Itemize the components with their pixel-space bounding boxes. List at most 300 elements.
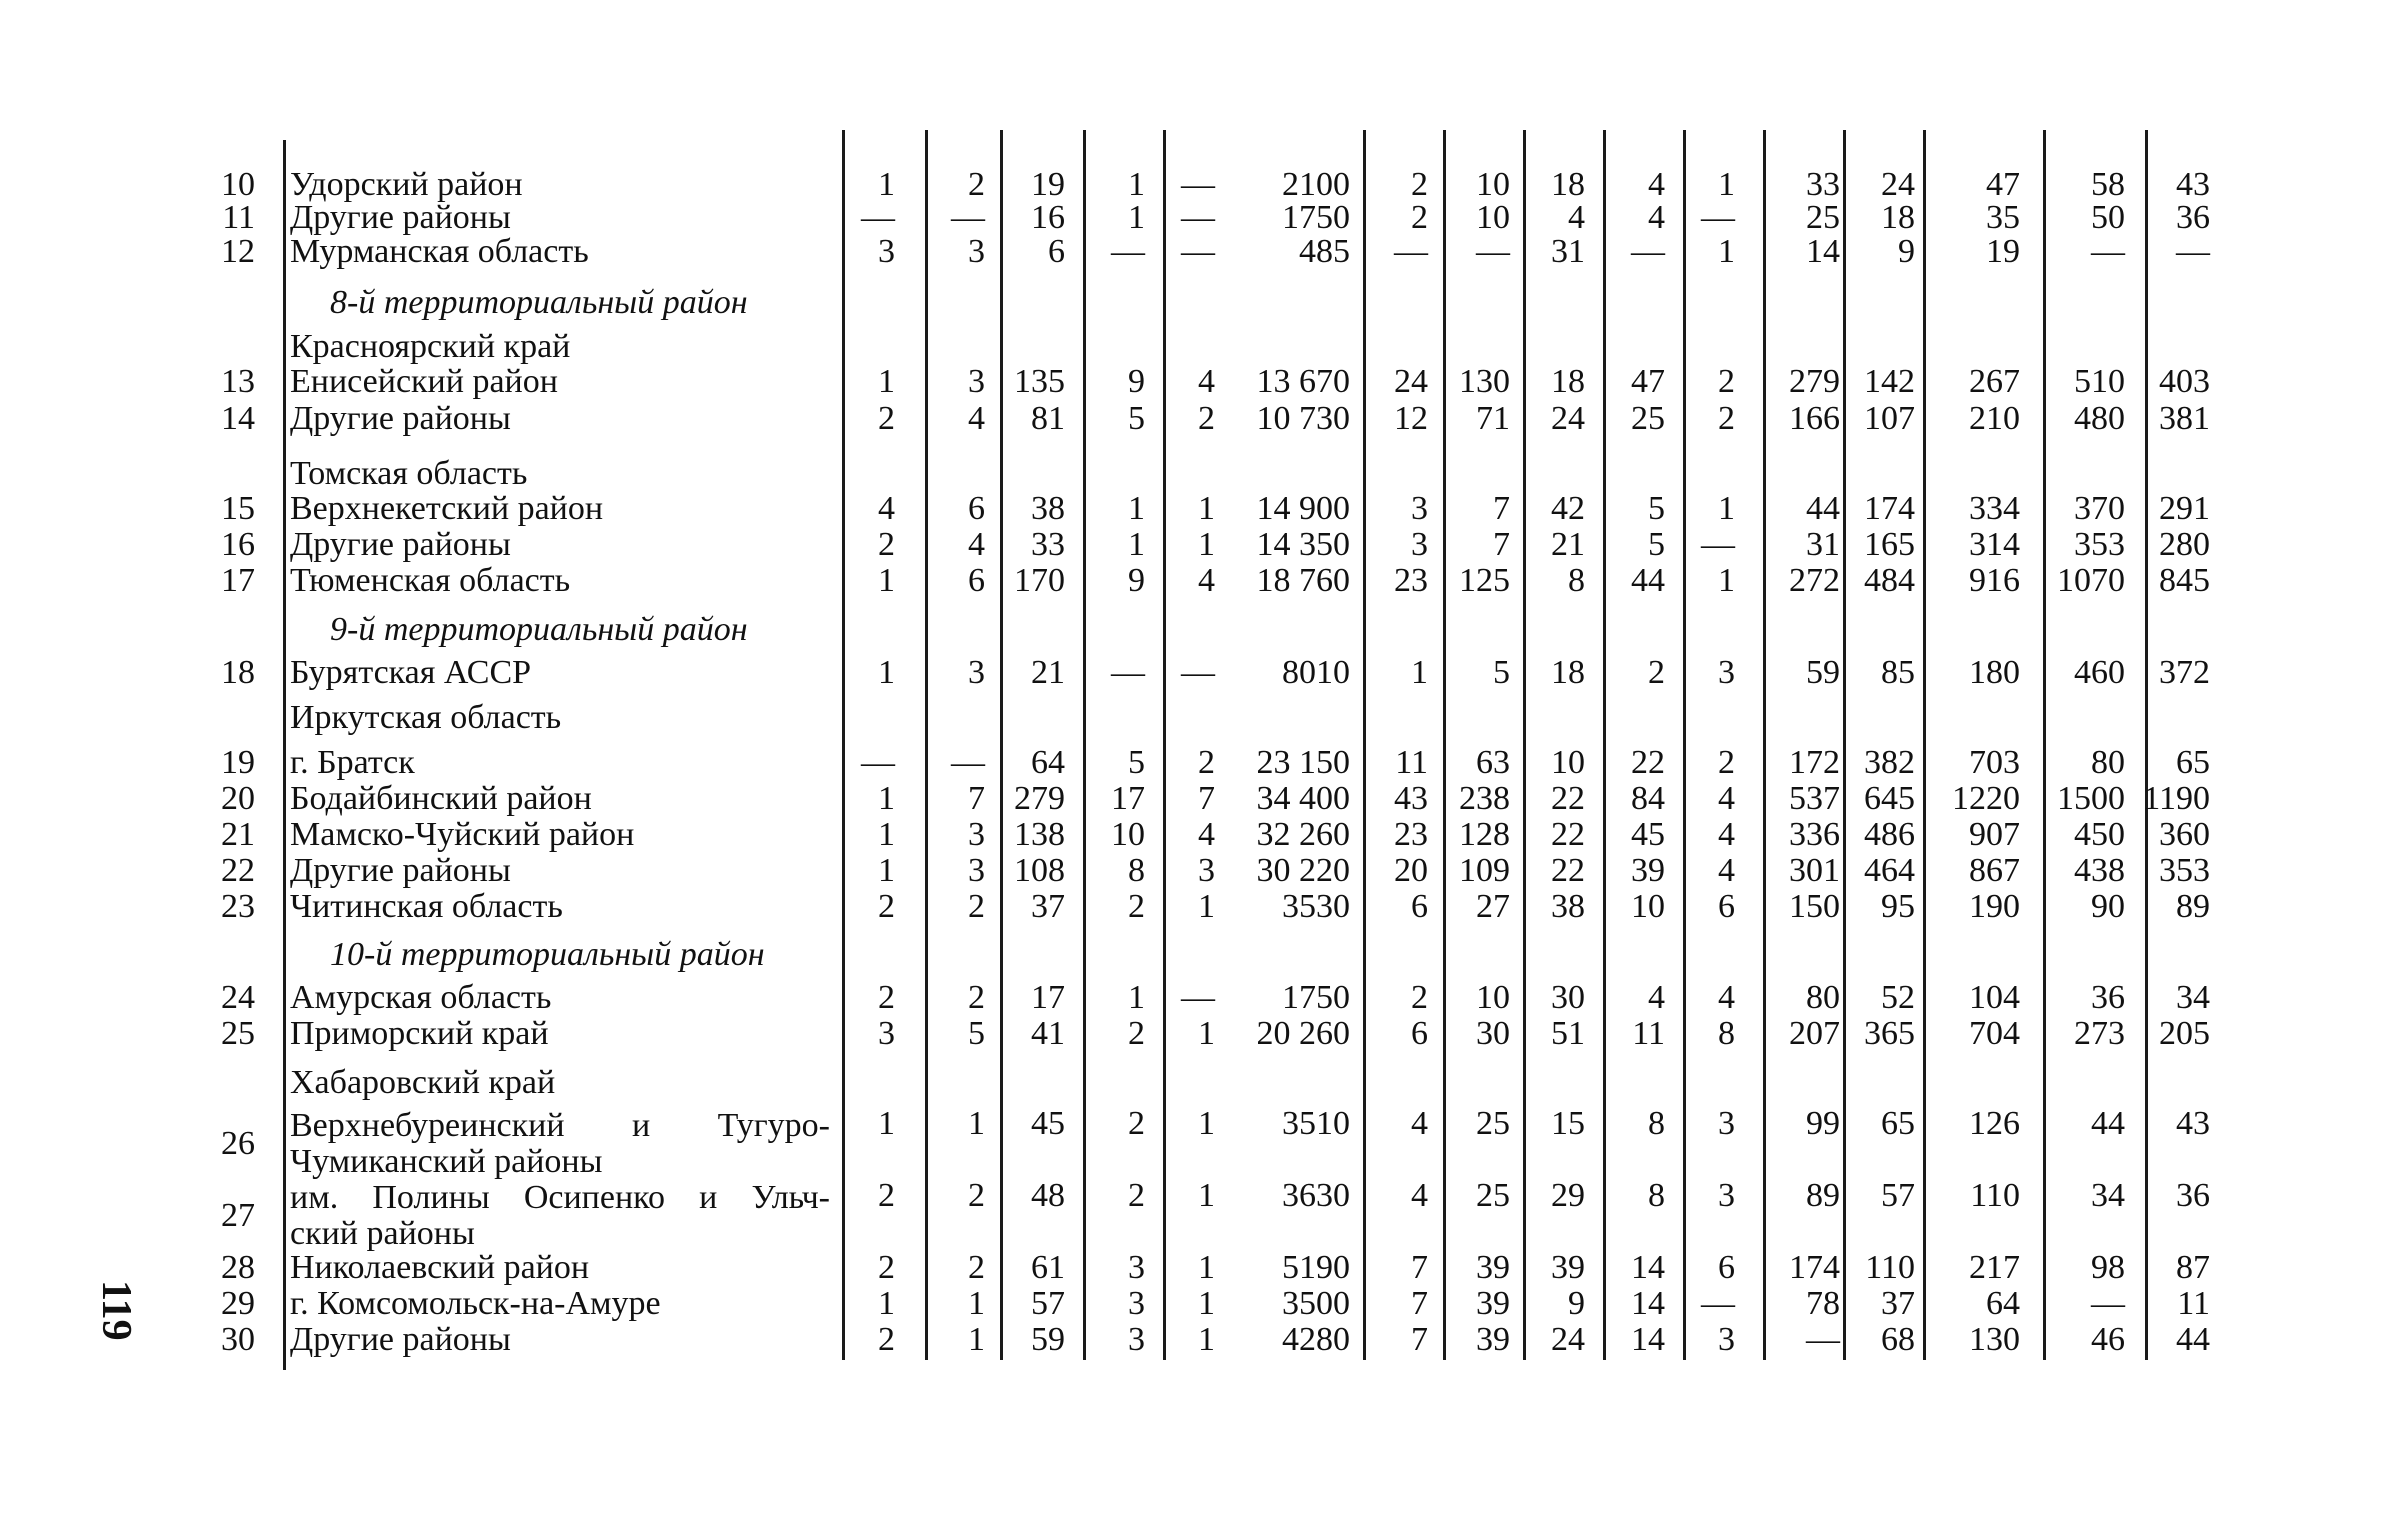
table-cell: 84 <box>1631 780 1665 817</box>
table-cell: 484 <box>1864 562 1915 599</box>
table-cell: 80 <box>1806 979 1840 1016</box>
row-name: Удорский район <box>290 166 523 203</box>
table-cell: 36 <box>2091 979 2125 1016</box>
table-cell: 39 <box>1476 1285 1510 1322</box>
table-cell: 46 <box>2091 1321 2125 1358</box>
table-cell: 24 <box>1394 363 1428 400</box>
row-name: Другие районы <box>290 400 511 437</box>
row-number: 27 <box>221 1197 255 1234</box>
table-cell: 6 <box>1718 1249 1735 1286</box>
table-cell: 7 <box>1411 1249 1428 1286</box>
table-cell: 3 <box>878 1015 895 1052</box>
page-number: 119 <box>93 1280 139 1341</box>
table-cell: 34 <box>2091 1177 2125 1214</box>
table-cell: 80 <box>2091 744 2125 781</box>
row-number: 29 <box>221 1285 255 1322</box>
row-number: 20 <box>221 780 255 817</box>
table-cell: 57 <box>1031 1285 1065 1322</box>
table-cell: 4 <box>1718 979 1735 1016</box>
table-cell: 48 <box>1031 1177 1065 1214</box>
table-cell: 7 <box>968 780 985 817</box>
row-name: Другие районы <box>290 526 511 563</box>
table-cell: 6 <box>968 490 985 527</box>
table-cell: 39 <box>1551 1249 1585 1286</box>
table-cell: 3 <box>1718 1105 1735 1142</box>
table-cell: 3 <box>968 363 985 400</box>
column-rule <box>283 140 286 1370</box>
table-cell: 381 <box>2159 400 2210 437</box>
table-cell: 1 <box>878 562 895 599</box>
table-cell: 1 <box>968 1321 985 1358</box>
table-cell: 4 <box>1198 816 1215 853</box>
table-cell: 21 <box>1551 526 1585 563</box>
row-number: 11 <box>222 199 255 236</box>
table-cell: — <box>1394 233 1428 270</box>
table-cell: 1 <box>878 1105 895 1142</box>
group-label: Иркутская область <box>290 699 562 736</box>
table-cell: 5190 <box>1282 1249 1350 1286</box>
table-cell: 7 <box>1411 1321 1428 1358</box>
table-cell: 5 <box>1128 744 1145 781</box>
row-number: 28 <box>221 1249 255 1286</box>
table-cell: 34 <box>2176 979 2210 1016</box>
table-cell: 18 <box>1551 363 1585 400</box>
table-cell: 57 <box>1881 1177 1915 1214</box>
table-cell: 3 <box>1411 526 1428 563</box>
table-cell: 6 <box>1048 233 1065 270</box>
table-cell: 207 <box>1789 1015 1840 1052</box>
table-cell: 25 <box>1806 199 1840 236</box>
table-cell: 4 <box>1648 166 1665 203</box>
table-cell: 1 <box>878 363 895 400</box>
table-cell: 1750 <box>1282 979 1350 1016</box>
table-cell: 1 <box>878 816 895 853</box>
table-cell: 9 <box>1568 1285 1585 1322</box>
table-cell: 98 <box>2091 1249 2125 1286</box>
table-cell: 3 <box>968 816 985 853</box>
row-number: 19 <box>221 744 255 781</box>
table-cell: 128 <box>1459 816 1510 853</box>
table-cell: — <box>1111 233 1145 270</box>
table-cell: 11 <box>1395 744 1428 781</box>
table-cell: 2 <box>1128 888 1145 925</box>
table-cell: — <box>2091 233 2125 270</box>
table-cell: 22 <box>1551 780 1585 817</box>
table-cell: 109 <box>1459 852 1510 889</box>
table-cell: 108 <box>1014 852 1065 889</box>
table-cell: 125 <box>1459 562 1510 599</box>
table-cell: 64 <box>1031 744 1065 781</box>
row-number: 14 <box>221 400 255 437</box>
row-number: 13 <box>221 363 255 400</box>
table-cell: 8010 <box>1282 654 1350 691</box>
table-cell: 5 <box>1648 490 1665 527</box>
table-cell: 3 <box>1718 1177 1735 1214</box>
table-cell: 68 <box>1881 1321 1915 1358</box>
table-cell: 4 <box>1198 363 1215 400</box>
group-label: Хабаровский край <box>290 1064 556 1101</box>
table-cell: 450 <box>2074 816 2125 853</box>
table-cell: 1 <box>1198 490 1215 527</box>
table-cell: 4 <box>1411 1105 1428 1142</box>
table-cell: 1 <box>1198 1321 1215 1358</box>
table-cell: 10 <box>1476 979 1510 1016</box>
row-number: 10 <box>221 166 255 203</box>
table-cell: 39 <box>1476 1321 1510 1358</box>
table-cell: 9 <box>1128 562 1145 599</box>
table-cell: 1 <box>1718 233 1735 270</box>
table-cell: 645 <box>1864 780 1915 817</box>
table-cell: 3 <box>1128 1285 1145 1322</box>
table-cell: 2 <box>1718 363 1735 400</box>
row-name: Бодайбинский район <box>290 780 592 817</box>
table-cell: 25 <box>1476 1177 1510 1214</box>
table-cell: 291 <box>2159 490 2210 527</box>
table-cell: 3630 <box>1282 1177 1350 1214</box>
table-cell: 24 <box>1551 400 1585 437</box>
table-cell: 2 <box>878 526 895 563</box>
table-cell: 4 <box>1718 852 1735 889</box>
row-name: Другие районы <box>290 852 511 889</box>
table-cell: 1 <box>1128 199 1145 236</box>
table-cell: 29 <box>1551 1177 1585 1214</box>
table-cell: 8 <box>1718 1015 1735 1052</box>
table-cell: 44 <box>2091 1105 2125 1142</box>
row-name: Бурятская АССР <box>290 654 532 691</box>
row-number: 23 <box>221 888 255 925</box>
table-cell: 464 <box>1864 852 1915 889</box>
table-cell: 2 <box>968 888 985 925</box>
table-cell: 43 <box>1394 780 1428 817</box>
table-cell: 17 <box>1111 780 1145 817</box>
table-cell: 485 <box>1299 233 1350 270</box>
table-cell: — <box>861 744 895 781</box>
row-name: Амурская область <box>290 979 552 1016</box>
table-cell: 916 <box>1969 562 2020 599</box>
table-cell: 2100 <box>1282 166 1350 203</box>
table-cell: 704 <box>1969 1015 2020 1052</box>
row-name: Николаевский район <box>290 1249 590 1286</box>
table-cell: 45 <box>1031 1105 1065 1142</box>
table-cell: 336 <box>1789 816 1840 853</box>
table-cell: 165 <box>1864 526 1915 563</box>
table-cell: 2 <box>878 1249 895 1286</box>
row-number: 18 <box>221 654 255 691</box>
table-cell: 47 <box>1631 363 1665 400</box>
table-cell: 353 <box>2159 852 2210 889</box>
table-cell: 22 <box>1631 744 1665 781</box>
table-cell: 43 <box>2176 1105 2210 1142</box>
table-cell: 43 <box>2176 166 2210 203</box>
table-cell: 2 <box>878 400 895 437</box>
table-cell: 81 <box>1031 400 1065 437</box>
table-cell: 130 <box>1969 1321 2020 1358</box>
table-cell: 107 <box>1864 400 1915 437</box>
table-cell: 4 <box>1411 1177 1428 1214</box>
table-cell: 403 <box>2159 363 2210 400</box>
table-cell: 71 <box>1476 400 1510 437</box>
table-cell: 10 <box>1631 888 1665 925</box>
row-number: 25 <box>221 1015 255 1052</box>
table-cell: 1 <box>878 1285 895 1322</box>
table-cell: 52 <box>1881 979 1915 1016</box>
table-cell: 18 <box>1881 199 1915 236</box>
table-cell: 272 <box>1789 562 1840 599</box>
table-cell: 3510 <box>1282 1105 1350 1142</box>
row-name: Другие районы <box>290 199 511 236</box>
table-cell: 1 <box>1718 166 1735 203</box>
table-cell: 4 <box>1198 562 1215 599</box>
table-cell: 2 <box>878 888 895 925</box>
table-cell: 1 <box>1198 1249 1215 1286</box>
table-cell: 135 <box>1014 363 1065 400</box>
table-cell: 174 <box>1864 490 1915 527</box>
table-cell: — <box>861 199 895 236</box>
table-cell: 1750 <box>1282 199 1350 236</box>
table-cell: 50 <box>2091 199 2125 236</box>
table-cell: 4 <box>1648 199 1665 236</box>
table-cell: 1 <box>878 654 895 691</box>
section-heading: 8-й территориальный район <box>330 284 748 321</box>
table-cell: 1 <box>1411 654 1428 691</box>
table-cell: 99 <box>1806 1105 1840 1142</box>
table-cell: 9 <box>1128 363 1145 400</box>
table-cell: 24 <box>1551 1321 1585 1358</box>
table-cell: — <box>1701 1285 1735 1322</box>
table-cell: 37 <box>1881 1285 1915 1322</box>
table-cell: 6 <box>1411 1015 1428 1052</box>
section-heading: 9-й территориальный район <box>330 611 748 648</box>
column-rule <box>1923 130 1926 1360</box>
table-cell: 1 <box>1128 979 1145 1016</box>
row-name: Чумиканский районы <box>290 1143 603 1180</box>
table-cell: 3 <box>1128 1249 1145 1286</box>
table-cell: — <box>1181 979 1215 1016</box>
table-cell: 23 <box>1394 562 1428 599</box>
table-cell: 10 <box>1551 744 1585 781</box>
table-cell: 14 <box>1631 1249 1665 1286</box>
table-cell: 25 <box>1631 400 1665 437</box>
row-number: 17 <box>221 562 255 599</box>
table-cell: 2 <box>1718 400 1735 437</box>
table-cell: 1220 <box>1952 780 2020 817</box>
table-cell: 5 <box>968 1015 985 1052</box>
row-number: 16 <box>221 526 255 563</box>
table-cell: 170 <box>1014 562 1065 599</box>
table-cell: 6 <box>1411 888 1428 925</box>
table-cell: 4280 <box>1282 1321 1350 1358</box>
table-cell: 89 <box>2176 888 2210 925</box>
table-cell: 38 <box>1551 888 1585 925</box>
table-cell: 35 <box>1986 199 2020 236</box>
table-cell: 3 <box>878 233 895 270</box>
table-cell: 6 <box>968 562 985 599</box>
table-cell: 1 <box>1198 526 1215 563</box>
table-cell: 44 <box>1631 562 1665 599</box>
table-cell: 3530 <box>1282 888 1350 925</box>
table-cell: 138 <box>1014 816 1065 853</box>
table-cell: 1 <box>878 852 895 889</box>
table-cell: 16 <box>1031 199 1065 236</box>
table-cell: — <box>1806 1321 1840 1358</box>
table-cell: 19 <box>1986 233 2020 270</box>
table-cell: 47 <box>1986 166 2020 203</box>
table-cell: 537 <box>1789 780 1840 817</box>
table-cell: 486 <box>1864 816 1915 853</box>
table-cell: 279 <box>1789 363 1840 400</box>
table-cell: 20 260 <box>1256 1015 1350 1052</box>
table-cell: 110 <box>1970 1177 2020 1214</box>
table-cell: — <box>1476 233 1510 270</box>
table-cell: 14 <box>1631 1321 1665 1358</box>
table-cell: 10 730 <box>1256 400 1350 437</box>
row-number: 12 <box>221 233 255 270</box>
table-cell: 142 <box>1864 363 1915 400</box>
table-cell: 5 <box>1648 526 1665 563</box>
table-cell: 22 <box>1551 816 1585 853</box>
table-cell: 2 <box>1128 1105 1145 1142</box>
table-cell: 1 <box>1128 526 1145 563</box>
table-cell: 24 <box>1881 166 1915 203</box>
table-cell: — <box>1701 199 1735 236</box>
table-cell: 64 <box>1986 1285 2020 1322</box>
table-cell: 1 <box>1128 490 1145 527</box>
table-cell: 867 <box>1969 852 2020 889</box>
table-cell: — <box>2176 233 2210 270</box>
table-cell: 150 <box>1789 888 1840 925</box>
table-cell: 1 <box>1718 562 1735 599</box>
table-cell: 78 <box>1806 1285 1840 1322</box>
table-cell: 10 <box>1476 199 1510 236</box>
table-cell: 14 900 <box>1256 490 1350 527</box>
table-cell: 27 <box>1476 888 1510 925</box>
table-cell: — <box>1111 654 1145 691</box>
table-cell: 3 <box>1718 654 1735 691</box>
table-cell: 1 <box>1198 1015 1215 1052</box>
table-cell: 14 <box>1631 1285 1665 1322</box>
table-cell: 1 <box>1198 1177 1215 1214</box>
table-cell: 1 <box>1128 166 1145 203</box>
table-cell: 3 <box>1411 490 1428 527</box>
table-cell: 11 <box>1632 1015 1665 1052</box>
table-cell: 33 <box>1806 166 1840 203</box>
table-cell: 301 <box>1789 852 1840 889</box>
table-cell: 166 <box>1789 400 1840 437</box>
table-cell: 510 <box>2074 363 2125 400</box>
table-cell: 38 <box>1031 490 1065 527</box>
table-cell: 370 <box>2074 490 2125 527</box>
table-cell: 18 <box>1551 166 1585 203</box>
row-name: Читинская область <box>290 888 563 925</box>
table-cell: 23 <box>1394 816 1428 853</box>
table-cell: 2 <box>1198 744 1215 781</box>
table-cell: 44 <box>2176 1321 2210 1358</box>
table-cell: 126 <box>1969 1105 2020 1142</box>
row-number: 30 <box>221 1321 255 1358</box>
table-cell: 42 <box>1551 490 1585 527</box>
table-cell: 20 <box>1394 852 1428 889</box>
table-cell: 2 <box>1648 654 1665 691</box>
table-cell: 438 <box>2074 852 2125 889</box>
row-number: 26 <box>221 1125 255 1162</box>
table-cell: 130 <box>1459 363 1510 400</box>
table-cell: 3 <box>968 233 985 270</box>
table-cell: 31 <box>1806 526 1840 563</box>
table-cell: 460 <box>2074 654 2125 691</box>
table-cell: 1500 <box>2057 780 2125 817</box>
table-cell: 45 <box>1631 816 1665 853</box>
group-label: Красноярский край <box>290 328 571 365</box>
table-cell: 1 <box>878 780 895 817</box>
table-cell: 39 <box>1631 852 1665 889</box>
table-cell: 95 <box>1881 888 1915 925</box>
table-cell: 3 <box>1718 1321 1735 1358</box>
table-cell: 36 <box>2176 199 2210 236</box>
table-cell: 2 <box>1718 744 1735 781</box>
table-cell: 2 <box>968 166 985 203</box>
table-cell: — <box>951 199 985 236</box>
table-cell: 3 <box>968 852 985 889</box>
table-cell: 15 <box>1551 1105 1585 1142</box>
table-cell: 314 <box>1969 526 2020 563</box>
table-cell: 217 <box>1969 1249 2020 1286</box>
table-cell: 2 <box>1411 166 1428 203</box>
table-cell: — <box>1181 166 1215 203</box>
table-cell: 1070 <box>2057 562 2125 599</box>
table-cell: 11 <box>2177 1285 2210 1322</box>
table-cell: 334 <box>1969 490 2020 527</box>
table-cell: 14 350 <box>1256 526 1350 563</box>
table-cell: 14 <box>1806 233 1840 270</box>
table-cell: 1 <box>1198 1285 1215 1322</box>
table-cell: 8 <box>1568 562 1585 599</box>
table-cell: 174 <box>1789 1249 1840 1286</box>
table-cell: 85 <box>1881 654 1915 691</box>
row-name: Верхнебуреинский и Тугуро- <box>290 1107 830 1144</box>
table-cell: 61 <box>1031 1249 1065 1286</box>
table-cell: 22 <box>1551 852 1585 889</box>
row-name: им. Полины Осипенко и Ульч- <box>290 1179 830 1216</box>
row-name: Верхнекетский район <box>290 490 604 527</box>
table-cell: 37 <box>1031 888 1065 925</box>
table-cell: 58 <box>2091 166 2125 203</box>
table-cell: 8 <box>1648 1177 1665 1214</box>
table-cell: 1 <box>968 1285 985 1322</box>
table-cell: 31 <box>1551 233 1585 270</box>
table-cell: — <box>1181 233 1215 270</box>
table-cell: 7 <box>1411 1285 1428 1322</box>
table-cell: 6 <box>1718 888 1735 925</box>
table-cell: 18 <box>1551 654 1585 691</box>
table-cell: 2 <box>1411 979 1428 1016</box>
row-name: Мамско-Чуйский район <box>290 816 635 853</box>
table-cell: — <box>1181 199 1215 236</box>
table-cell: 1 <box>968 1105 985 1142</box>
table-cell: 205 <box>2159 1015 2210 1052</box>
table-cell: 2 <box>968 1177 985 1214</box>
table-cell: 8 <box>1128 852 1145 889</box>
table-cell: 4 <box>1718 780 1735 817</box>
table-cell: 845 <box>2159 562 2210 599</box>
table-cell: 210 <box>1969 400 2020 437</box>
table-cell: 63 <box>1476 744 1510 781</box>
table-cell: 21 <box>1031 654 1065 691</box>
table-cell: 8 <box>1648 1105 1665 1142</box>
table-cell: 2 <box>1128 1015 1145 1052</box>
table-cell: 353 <box>2074 526 2125 563</box>
row-number: 15 <box>221 490 255 527</box>
table-cell: 2 <box>878 1177 895 1214</box>
